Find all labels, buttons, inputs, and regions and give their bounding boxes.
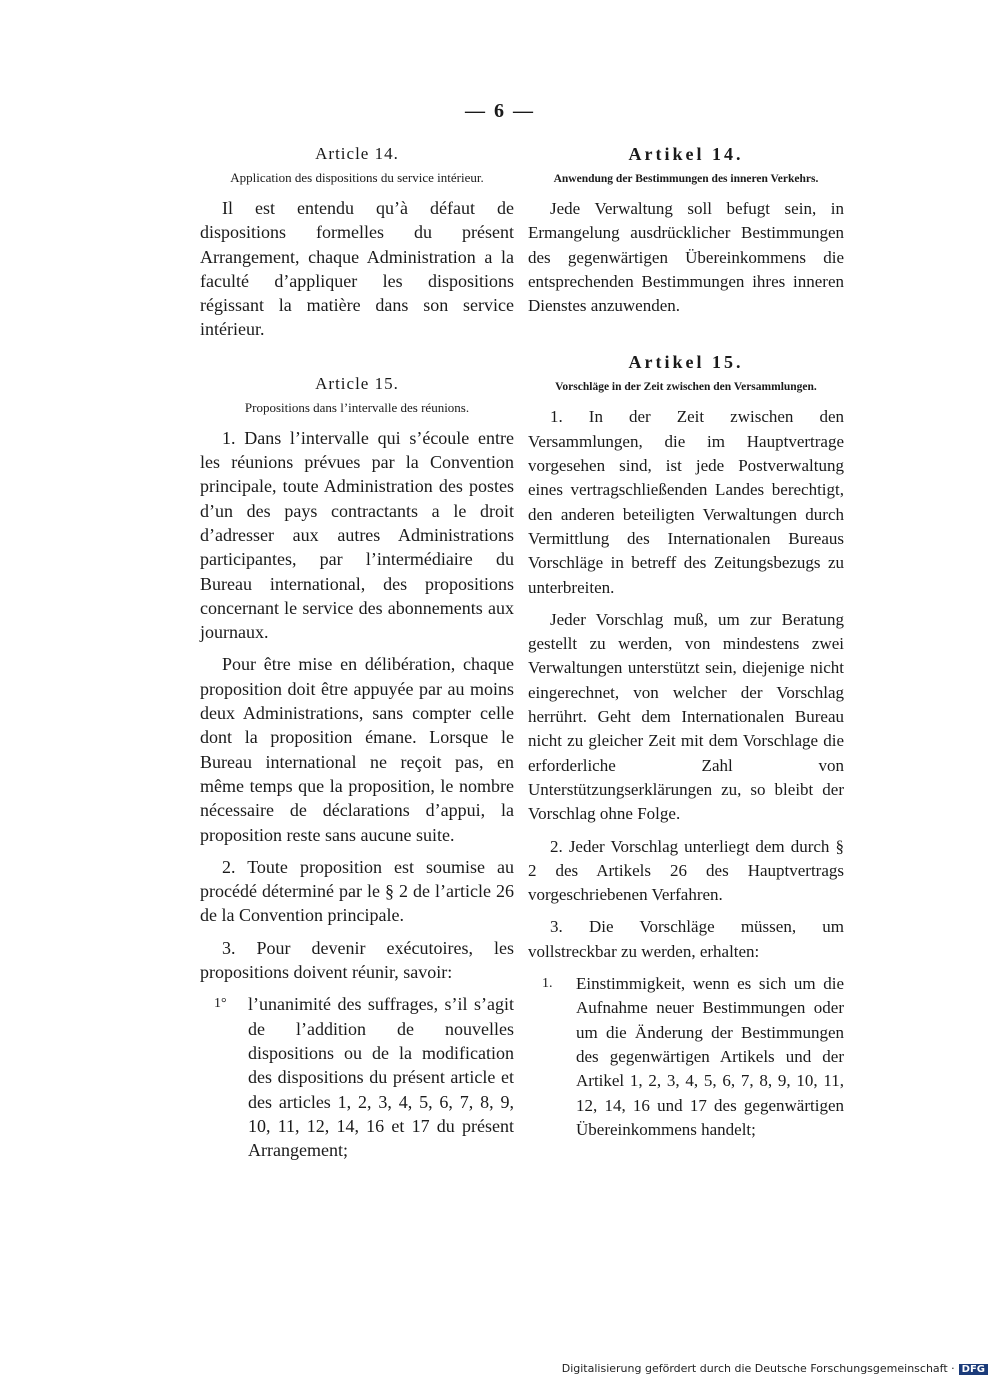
french-column [200, 140, 514, 1162]
article-15-paragraph-3-fr: 2. Toute proposition est soumise au procédé déterminé par le § 2 de l’article 26 de la Convention principale. [200, 856, 514, 926]
footer-text: Digitalisierung gefördert durch die Deutsche Forschungsgemeinschaft · [561, 1362, 955, 1375]
article-15-title-de: Artikel 15. [628, 352, 744, 373]
article-14-subtitle-de: Anwendung der Bestimmungen des inneren Verkehrs. [553, 173, 819, 185]
article-15-title-fr: Article 15. [315, 373, 399, 393]
list-item-text-de: Einstimmigkeit, wenn es sich um die Aufnahme neuer Bestimmungen oder um die Änderung der Bestimmungen des gegenwärtigen Artikels und der Artikel 1, 2, 3, 4, 5, 6, 7, 8, 9, 10, 11, 12, 14, 16 und 17 des gegenwärtigen Übereinkommens handelt; [576, 974, 844, 1139]
article-15-subtitle-fr: Propositions dans l’intervalle des réunions. [244, 399, 470, 415]
list-item-1-de [528, 972, 844, 1142]
article-14-paragraph-de: Jede Verwaltung soll befugt sein, in Ermangelung ausdrücklicher Bestimmungen des gegenwärtigen Übereinkommens die entsprechenden Bestimmungen ihres inneren Dienstes anzuwenden. [528, 199, 844, 316]
list-item-1-fr [200, 992, 514, 1162]
list-item-number-de: 1. [542, 976, 553, 992]
page-number: — 6 — [465, 100, 535, 122]
article-15-subtitle-de: Vorschläge in der Zeit zwischen den Versammlungen. [555, 381, 817, 394]
article-15-paragraph-3-de: 2. Jeder Vorschlag unterliegt dem durch § 2 des Artikels 26 des Hauptvertrags vorgeschriebenen Verfahren. [528, 836, 844, 905]
article-15-paragraph-4-fr: 3. Pour devenir exécutoires, les propositions doivent réunir, savoir: [200, 937, 514, 983]
list-item-text-fr: l’unanimité des suffrages, s’il s’agit de l’addition de nouvelles dispositions ou de la modification des dispositions du présent article et des articles 1, 2, 3, 4, 5, 6, 7, 8, 9, 10, 11, 12, 14, 16 et 17 du présent Arrangement; [248, 994, 514, 1161]
article-14-title-fr: Article 14. [315, 144, 399, 163]
article-15-paragraph-2-de: Jeder Vorschlag muß, um zur Beratung gestellt zu werden, von mindestens zwei Verwaltungen unterstützt sein, diejenige nicht eingerechnet, von welcher der Vorschlag herrührt. Geht dem Internationalen Bureau nicht zu gleicher Zeit mit dem Vorschlage die erforderliche Zahl von Unterstützungserklärungen zu, so bleibt der Vorschlag ohne Folge. [528, 609, 844, 824]
article-15-paragraph-2-fr: Pour être mise en délibération, chaque proposition doit être appuyée par au moins deux Administrations, sans compter celle dont la proposition émane. Lorsque le Bureau international ne reçoit pas, en même temps que la proposition, le nombre nécessaire de déclarations d’appui, la proposition reste sans aucune suite. [200, 654, 514, 845]
dfg-logo: DFG [959, 1364, 988, 1375]
article-14-paragraph-fr: Il est entendu qu’à défaut de dispositions formelles du présent Arrangement, chaque Administration a la faculté d’appliquer les dispositions régissant la matière dans son service intérieur. [200, 198, 514, 340]
article-14-title-de: Artikel 14. [628, 144, 744, 164]
article-15-paragraph-4-de: 3. Die Vorschläge müssen, um vollstreckbar zu werden, erhalten: [528, 917, 844, 961]
article-14-subtitle-fr: Application des dispositions du service intérieur. [230, 170, 484, 185]
digitization-footer [562, 1362, 988, 1375]
german-column [528, 140, 844, 1142]
list-item-number-fr: 1° [214, 996, 227, 1012]
article-15-paragraph-1-de: 1. In der Zeit zwischen den Versammlungen, die im Hauptvertrage vorgesehen sind, ist jede Postverwaltung eines vertragschließenden Landes berechtigt, den anderen beteiligten Verwaltungen durch Vermittlung des Internationalen Bureaus Vorschläge in betreff des Zeitungsbezugs zu unterbreiten. [528, 407, 844, 597]
article-15-paragraph-1-fr: 1. Dans l’intervalle qui s’écoule entre les réunions prévues par la Convention principale, toute Administration des postes d’un des pays contractants a le droit d’adresser aux autres Administrations participantes, par l’intermédiaire du Bureau international, des propositions concernant le service des abonnements aux journaux. [200, 427, 514, 643]
